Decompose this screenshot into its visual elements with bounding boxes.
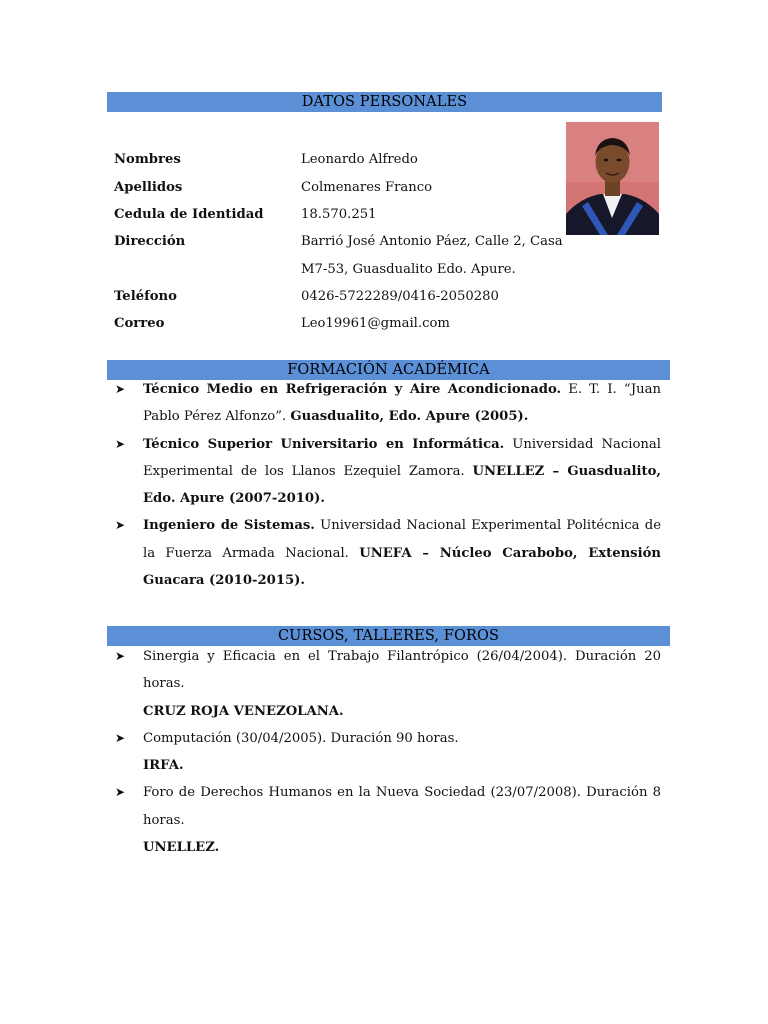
section-header-cursos-talleres-foros: CURSOS, TALLERES, FOROS bbox=[107, 626, 670, 646]
list-item bbox=[115, 512, 661, 594]
apellidos-label: Apellidos bbox=[114, 180, 183, 195]
institution-place: Guasdualito, Edo. Apure (2005). bbox=[290, 409, 529, 425]
direccion-value-line1: Barrió José Antonio Páez, Calle 2, Casa bbox=[301, 234, 563, 249]
degree-title: Ingeniero de Sistemas. bbox=[143, 518, 315, 534]
cursos-list bbox=[115, 643, 661, 861]
institution: Universidad Nacional Experimental Politécnica de la Fuerza Armada Nacional. bbox=[143, 518, 661, 561]
arrow-bullet-icon: ➤ bbox=[115, 382, 126, 396]
institution-place: UNEFA – Núcleo Carabobo, Extensión Guacara (2010-2015). bbox=[143, 545, 661, 589]
list-item bbox=[115, 643, 661, 725]
arrow-bullet-icon: ➤ bbox=[115, 785, 126, 800]
telefono-value: 0426-5722289/0416-2050280 bbox=[301, 289, 499, 304]
course-text: Sinergia y Eficacia en el Trabajo Filantrópico (26/04/2004). Duración 20 horas. bbox=[143, 649, 661, 692]
institution: Universidad Nacional Experimental de los Llanos Ezequiel Zamora. bbox=[143, 436, 661, 479]
telefono-label: Teléfono bbox=[114, 289, 177, 304]
nombres-value: Leonardo Alfredo bbox=[301, 152, 418, 167]
arrow-bullet-icon: ➤ bbox=[115, 436, 126, 451]
course-organization: CRUZ ROJA VENEZOLANA. bbox=[143, 703, 344, 719]
list-item bbox=[115, 725, 661, 780]
cedula-value: 18.570.251 bbox=[301, 207, 377, 222]
nombres-label: Nombres bbox=[114, 152, 181, 167]
course-organization: UNELLEZ. bbox=[143, 840, 220, 856]
section-header-formacion-academica: FORMACIÓN ACADÉMICA bbox=[107, 360, 670, 380]
institution: E. T. I. “Juan Pablo Pérez Alfonzo”. bbox=[143, 382, 662, 425]
person-portrait-icon bbox=[566, 122, 659, 235]
arrow-bullet-icon: ➤ bbox=[115, 730, 126, 745]
arrow-bullet-icon: ➤ bbox=[115, 649, 126, 663]
direccion-label: Dirección bbox=[114, 234, 186, 249]
list-item bbox=[115, 376, 661, 431]
correo-label: Correo bbox=[114, 316, 165, 331]
direccion-value-line2: M7-53, Guasdualito Edo. Apure. bbox=[301, 262, 516, 277]
cedula-label: Cedula de Identidad bbox=[114, 207, 264, 222]
course-text: Computación (30/04/2005). Duración 90 horas. bbox=[143, 730, 459, 746]
formacion-list bbox=[115, 376, 661, 594]
course-organization: IRFA. bbox=[143, 758, 184, 774]
degree-title: Técnico Medio en Refrigeración y Aire Acondicionado. bbox=[143, 382, 562, 397]
list-item bbox=[115, 779, 661, 861]
profile-photo bbox=[566, 122, 659, 235]
arrow-bullet-icon: ➤ bbox=[115, 518, 126, 533]
section-header-datos-personales: DATOS PERSONALES bbox=[107, 92, 662, 112]
institution-place: UNELLEZ – Guasdualito, Edo. Apure (2007-2010). bbox=[143, 463, 661, 507]
correo-value: Leo19961@gmail.com bbox=[301, 316, 450, 331]
apellidos-value: Colmenares Franco bbox=[301, 180, 433, 195]
list-item bbox=[115, 431, 661, 513]
degree-title: Técnico Superior Universitario en Informática. bbox=[143, 436, 505, 452]
course-text: Foro de Derechos Humanos en la Nueva Sociedad (23/07/2008). Duración 8 horas. bbox=[143, 785, 661, 828]
